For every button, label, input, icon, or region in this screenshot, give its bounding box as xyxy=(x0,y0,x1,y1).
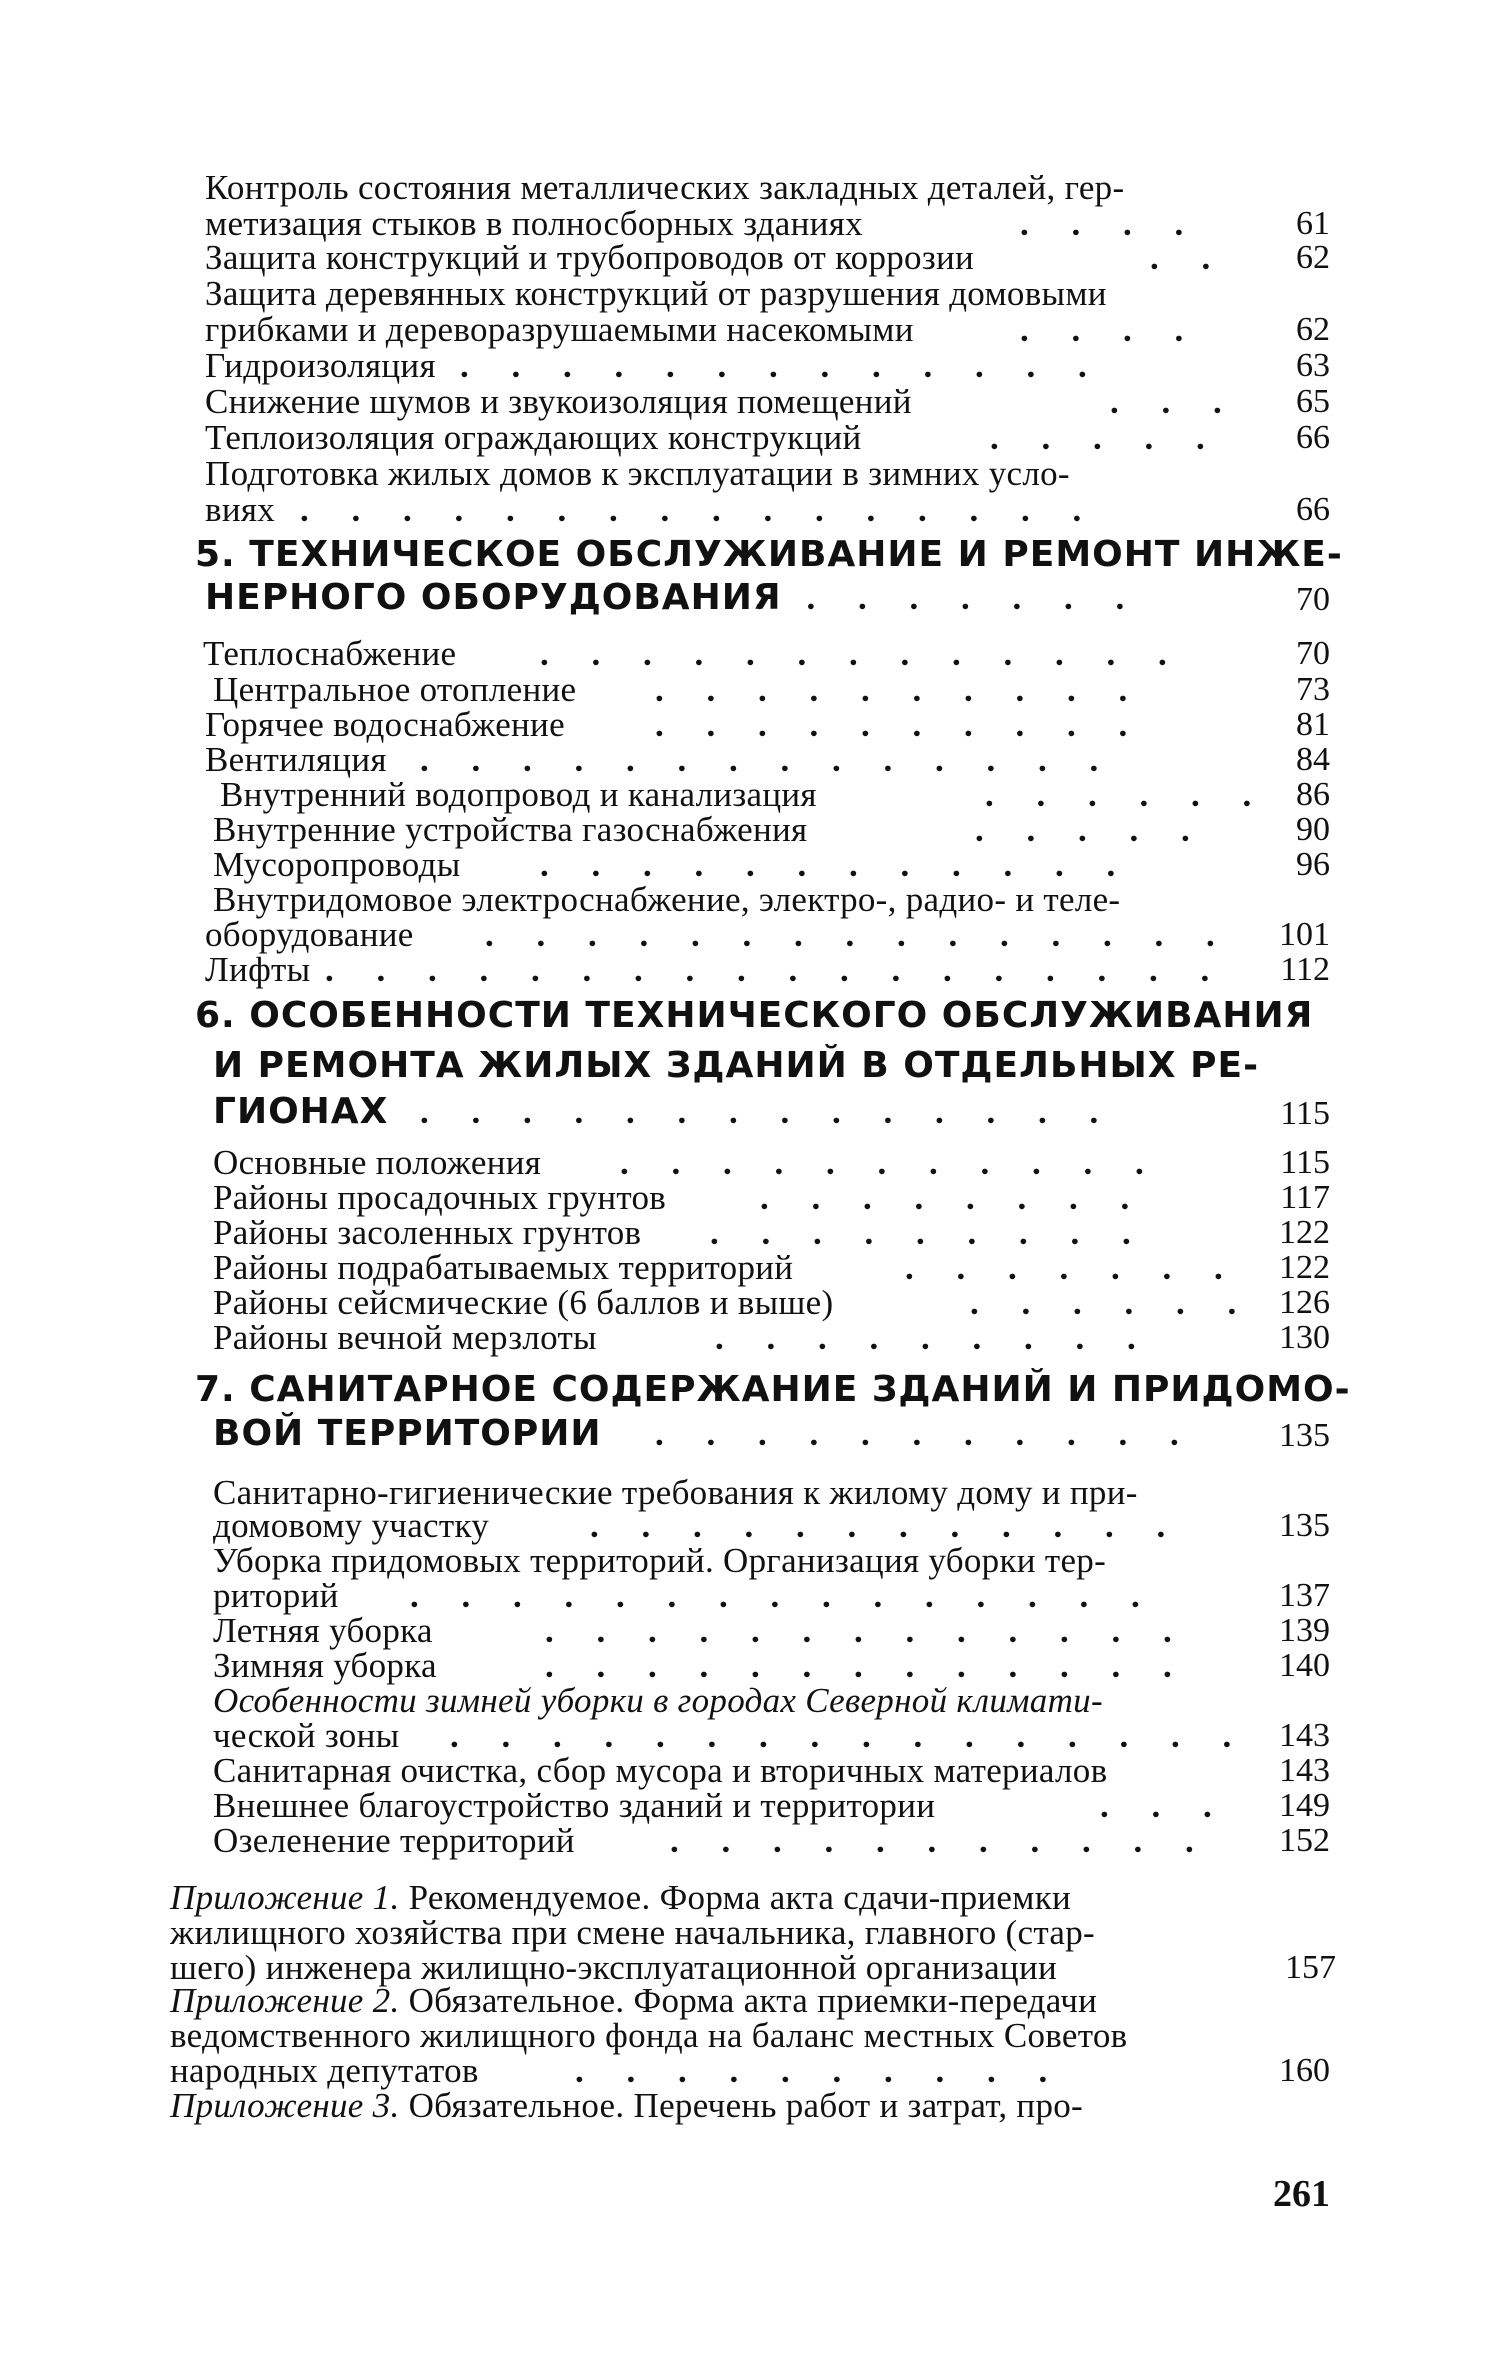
toc-entry-text: Зимняя уборка xyxy=(213,1646,437,1685)
dot-leader: . . . . . . . . . . . . . . xyxy=(420,1092,1116,1131)
toc-entry-text: Защита деревянных конструкций от разрушения домовыми xyxy=(205,274,1107,313)
dot-leader: . . . . . . . xyxy=(905,1248,1240,1287)
dot-leader: . . . . . . . . . . xyxy=(575,2051,1065,2090)
page-ref: 115 xyxy=(1280,1144,1330,1181)
appendix-entry xyxy=(170,1983,1097,2018)
page-ref: 112 xyxy=(1280,951,1330,988)
page-ref: 101 xyxy=(1279,916,1330,953)
dot-leader: . . . . . . . . . . . xyxy=(655,1414,1196,1453)
page-ref: 152 xyxy=(1279,1822,1330,1859)
dot-leader: . . . . . xyxy=(975,810,1207,849)
page-ref: 66 xyxy=(1296,491,1330,528)
toc-entry-text: Районы подрабатываемых территорий xyxy=(213,1248,794,1287)
dot-leader: . . . . . . . . . . . . xyxy=(590,1506,1183,1545)
toc-entry-text: Внешнее благоустройство зданий и территории xyxy=(213,1786,936,1825)
appendix-text: Рекомендуемое. Форма акта сдачи-приемки xyxy=(399,1878,1072,1917)
dot-leader: . . . . . . . . . . . . . . xyxy=(420,740,1116,779)
toc-entry-text: Гидроизоляция xyxy=(205,346,436,385)
toc-entry-text: Уборка придомовых территорий. Организация уборки тер- xyxy=(213,1541,1107,1580)
page-ref: 143 xyxy=(1279,1752,1330,1789)
dot-leader: . . . . . . . . . . . . . xyxy=(540,634,1184,673)
toc-entry-text: Районы сейсмические (6 баллов и выше) xyxy=(213,1283,834,1322)
page-ref: 70 xyxy=(1296,635,1330,672)
dot-leader: . . . . . . . . . . . . . . . xyxy=(485,915,1232,954)
dot-leader: . . . . . xyxy=(990,418,1222,457)
page-ref: 122 xyxy=(1279,1249,1330,1286)
page-ref: 90 xyxy=(1296,811,1330,848)
page-ref: 135 xyxy=(1279,1417,1330,1454)
toc-entry-text: Внутренние устройства газоснабжения xyxy=(213,810,808,849)
page-ref: 96 xyxy=(1296,846,1330,883)
dot-leader: . . xyxy=(1150,238,1228,277)
dot-leader: . . . . . . . . . xyxy=(715,1318,1153,1357)
toc-entry-text: Мусоропроводы xyxy=(213,845,461,884)
dot-leader: . . . . . . . . . . . . . . . . xyxy=(450,1716,1249,1755)
section-heading: ГИОНАХ xyxy=(213,1091,389,1132)
appendix-text: ведомственного жилищного фонда на баланс местных Советов xyxy=(170,2016,1128,2055)
page-ref: 135 xyxy=(1279,1507,1330,1544)
page-ref: 126 xyxy=(1279,1284,1330,1321)
toc-entry-text: Контроль состояния металлических закладных деталей, гер- xyxy=(205,168,1125,207)
dot-leader: . . . . . . . . . . . . . . . . . . xyxy=(325,950,1227,989)
appendix-label: Приложение 2. xyxy=(170,1981,400,2020)
section-heading: 5. ТЕХНИЧЕСКОЕ ОБСЛУЖИВАНИЕ И РЕМОНТ ИНЖЕ- xyxy=(195,534,1343,575)
toc-entry-text: Районы просадочных грунтов xyxy=(213,1178,667,1217)
dot-leader: . . . xyxy=(1100,1786,1229,1825)
section-heading: ВОЙ ТЕРРИТОРИИ xyxy=(213,1413,602,1454)
dot-leader: . . . . . . . . . . xyxy=(655,705,1145,744)
page-ref: 137 xyxy=(1279,1577,1330,1614)
appendix-label: Приложение 3. xyxy=(170,2086,400,2125)
appendix-text: шего) инженера жилищно-эксплуатационной организации xyxy=(170,1948,1058,1987)
toc-entry-text: Районы засоленных грунтов xyxy=(213,1213,642,1252)
toc-entry-text: грибками и дереворазрушаемыми насекомыми xyxy=(205,310,914,349)
page-ref: 73 xyxy=(1296,671,1330,708)
page-ref: 143 xyxy=(1279,1717,1330,1754)
page-number: 261 xyxy=(1273,2173,1330,2215)
toc-entry-text: Защита конструкций и трубопроводов от коррозии xyxy=(205,238,975,277)
dot-leader: . . . . . . xyxy=(985,775,1269,814)
toc-entry-text: Районы вечной мерзлоты xyxy=(213,1318,597,1357)
dot-leader: . . . . . . . . . xyxy=(710,1213,1148,1252)
toc-entry-text: метизация стыков в полносборных зданиях xyxy=(205,204,863,243)
section-heading: 7. САНИТАРНОЕ СОДЕРЖАНИЕ ЗДАНИЙ И ПРИДОМО- xyxy=(195,1369,1351,1410)
dot-leader: . . . . . . . . . . . . xyxy=(540,845,1133,884)
section-heading: 6. ОСОБЕННОСТИ ТЕХНИЧЕСКОГО ОБСЛУЖИВАНИЯ xyxy=(195,995,1314,1036)
page-ref: 62 xyxy=(1296,239,1330,276)
appendix-text: Обязательное. Перечень работ и затрат, про- xyxy=(399,2086,1084,2125)
toc-entry-text: Санитарная очистка, сбор мусора и вторичных материалов xyxy=(213,1751,1108,1790)
toc-entry-text: Особенности зимней уборки в городах Северной климати- xyxy=(213,1681,1103,1720)
section-heading: И РЕМОНТА ЖИЛЫХ ЗДАНИЙ В ОТДЕЛЬНЫХ РЕ- xyxy=(213,1045,1260,1086)
page-ref: 139 xyxy=(1279,1612,1330,1649)
toc-entry-text: Теплоизоляция ограждающих конструкций xyxy=(205,418,862,457)
appendix-text: народных депутатов xyxy=(170,2051,479,2090)
dot-leader: . . . . . . . . . . xyxy=(655,670,1145,709)
appendix-text: Обязательное. Форма акта приемки-передачи xyxy=(399,1981,1098,2020)
dot-leader: . . . . . . . . . . . . . xyxy=(545,1646,1189,1685)
toc-entry-text: Центральное отопление xyxy=(213,670,577,709)
dot-leader: . . . . . . . . . . . . . xyxy=(545,1611,1189,1650)
toc-entry-text: Подготовка жилых домов к эксплуатации в зимних усло- xyxy=(205,454,1070,493)
page-ref: 130 xyxy=(1279,1319,1330,1356)
section-heading: НЕРНОГО ОБОРУДОВАНИЯ xyxy=(205,577,782,618)
dot-leader: . . . . . . . . xyxy=(760,1178,1147,1217)
page-ref: 70 xyxy=(1296,581,1330,618)
page-ref: 81 xyxy=(1296,706,1330,743)
page-ref: 62 xyxy=(1296,311,1330,348)
toc-entry-text: домовому участку xyxy=(213,1506,490,1545)
dot-leader: . . . . . . . . . . . xyxy=(620,1143,1161,1182)
page-ref: 122 xyxy=(1279,1214,1330,1251)
page-ref: 149 xyxy=(1279,1787,1330,1824)
dot-leader: . . . . xyxy=(1020,204,1201,243)
page-ref: 117 xyxy=(1280,1179,1330,1216)
page-ref: 63 xyxy=(1296,347,1330,384)
page-ref: 140 xyxy=(1279,1647,1330,1684)
appendix-text: жилищного хозяйства при смене начальника, главного (стар- xyxy=(170,1913,1095,1952)
dot-leader: . . . . . . xyxy=(970,1283,1254,1322)
toc-entry-text: Летняя уборка xyxy=(213,1611,433,1650)
toc-entry-text: оборудование xyxy=(205,915,414,954)
toc-entry-text: Лифты xyxy=(205,950,311,989)
page-ref: 86 xyxy=(1296,776,1330,813)
dot-leader: . . . . . . . . . . . . . . . xyxy=(410,1576,1157,1615)
dot-leader: . . . . xyxy=(1020,310,1201,349)
dot-leader: . . . . . . . . . . . . . xyxy=(460,346,1104,385)
toc-entry-text: Теплоснабжение xyxy=(203,634,457,673)
page-ref: 66 xyxy=(1296,419,1330,456)
page-ref: 65 xyxy=(1296,383,1330,420)
page-ref: 115 xyxy=(1280,1095,1330,1132)
page-ref: 157 xyxy=(1285,1949,1336,1986)
dot-leader: . . . . . . . . . . . xyxy=(670,1821,1211,1860)
page-ref: 84 xyxy=(1296,741,1330,778)
toc-entry-text: Санитарно-гигиенические требования к жилому дому и при- xyxy=(213,1473,1138,1512)
toc-entry-text: Озеленение территорий xyxy=(213,1821,575,1860)
appendix-label: Приложение 1. xyxy=(170,1878,400,1917)
dot-leader: . . . . . . . . . . . . . . . . xyxy=(300,490,1099,529)
appendix-entry xyxy=(170,2088,1083,2123)
dot-leader: . . . xyxy=(1110,382,1239,421)
dot-leader: . . . . . . . . xyxy=(755,578,1142,617)
toc-entry-text: виях xyxy=(205,490,276,529)
toc-entry-text: Вентиляция xyxy=(205,740,387,779)
toc-entry-text: Основные положения xyxy=(213,1143,542,1182)
appendix-entry xyxy=(170,1880,1071,1915)
toc-entry-text: Горячее водоснабжение xyxy=(205,705,565,744)
page-ref: 61 xyxy=(1296,205,1330,242)
page-ref: 160 xyxy=(1279,2052,1330,2089)
toc-entry-text: ческой зоны xyxy=(213,1716,400,1755)
toc-entry-text: Внутридомовое электроснабжение, электро-, радио- и теле- xyxy=(213,880,1121,919)
toc-entry-text: Снижение шумов и звукоизоляция помещений xyxy=(205,382,912,421)
toc-entry-text: Внутренний водопровод и канализация xyxy=(220,775,817,814)
toc-entry-text: риторий xyxy=(213,1576,339,1615)
